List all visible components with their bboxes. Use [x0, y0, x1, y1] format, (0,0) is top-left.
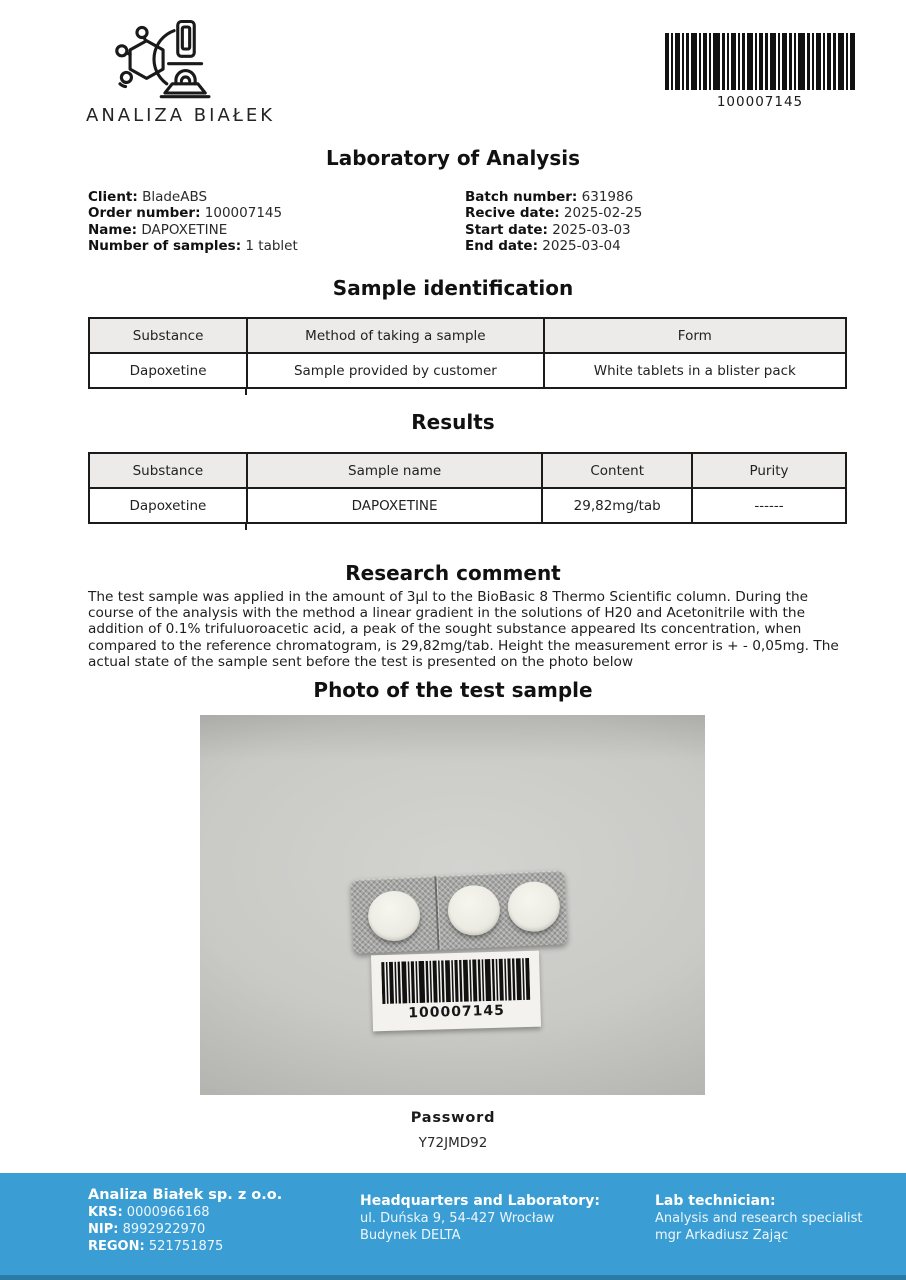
- results-heading: Results: [411, 410, 495, 434]
- technician-name: mgr Arkadiusz Zając: [655, 1228, 789, 1243]
- table-cell: DAPOXETINE: [246, 489, 542, 522]
- table-cell: White tablets in a blister pack: [543, 354, 845, 387]
- footer: [0, 1173, 906, 1280]
- headquarters-title: Headquarters and Laboratory:: [360, 1193, 600, 1209]
- label-number: 100007145: [408, 1002, 506, 1022]
- password-label: Password: [410, 1110, 496, 1126]
- info-row: Number of samples: 1 tablet: [88, 238, 298, 255]
- sample-photo: [200, 715, 705, 1095]
- company-name: Analiza Białek sp. z o.o.: [88, 1187, 283, 1203]
- info-row: Order number: 100007145: [88, 205, 283, 222]
- footer-bottom-strip: [0, 1275, 906, 1280]
- photo-heading: Photo of the test sample: [313, 678, 593, 702]
- table-cell: ------: [691, 489, 845, 522]
- table-header-row: [90, 454, 845, 489]
- results-table: [88, 452, 847, 524]
- research-comment-text: The test sample was applied in the amount of 3µl to the BioBasic 8 Thermo Scientific column. During the course of the analysis with the method a linear gradient in the solutions of H20 and Acetonitrile with the addition of 0.1% trifuluoroacetic acid, a peak of the sought substance appeared Its concentration, when compared to the reference chromatogram, is 29,82mg/tab. Height the measurement error is + - 0,05mg. The actual state of the sample sent before the test is presented on the photo below: [88, 589, 839, 670]
- research-comment-heading: Research comment: [345, 561, 561, 585]
- blister-seam: [434, 876, 439, 950]
- info-row: Start date: 2025-03-03: [465, 221, 631, 238]
- column-header: Purity: [691, 454, 845, 487]
- sample-id-heading: Sample identification: [332, 276, 574, 300]
- headquarters-info: [360, 1193, 600, 1244]
- technician-role: Analysis and research specialist: [655, 1211, 863, 1226]
- divider-tick: [245, 524, 247, 530]
- company-nip: NIP: 8992922970: [88, 1222, 206, 1237]
- batch-info: [465, 189, 642, 255]
- column-header: Method of taking a sample: [246, 319, 542, 352]
- info-row: Name: DAPOXETINE: [88, 221, 228, 238]
- info-row: Client: BladeABS: [88, 189, 208, 205]
- page-title: Laboratory of Analysis: [326, 146, 580, 170]
- tablet: [367, 890, 421, 942]
- table-cell: Sample provided by customer: [246, 354, 542, 387]
- sample-id-table: [88, 317, 847, 389]
- column-header: Sample name: [246, 454, 542, 487]
- table-row: [90, 354, 845, 387]
- logo-text: ANALIZA BIAŁEK: [86, 105, 276, 126]
- order-barcode: [665, 33, 855, 110]
- blister-pack: [350, 870, 567, 954]
- logo-microscope-icon: [104, 16, 224, 104]
- column-header: Content: [541, 454, 691, 487]
- company-regon: REGON: 521751875: [88, 1239, 224, 1254]
- barcode-icon: [665, 33, 855, 90]
- divider-tick: [245, 389, 247, 395]
- company-krs: KRS: 0000966168: [88, 1205, 210, 1220]
- client-info: [88, 189, 298, 255]
- info-row: Recive date: 2025-02-25: [465, 205, 643, 222]
- password-value: Y72JMD92: [418, 1135, 488, 1151]
- column-header: Form: [543, 319, 845, 352]
- label-barcode-icon: [381, 958, 530, 1004]
- column-header: Substance: [132, 462, 204, 479]
- table-cell: Dapoxetine: [129, 362, 207, 379]
- table-cell: Dapoxetine: [129, 497, 207, 514]
- tablet: [507, 880, 561, 932]
- tablet: [447, 884, 501, 936]
- lab-logo: [86, 16, 276, 126]
- barcode-label: [371, 951, 541, 1032]
- table-header-row: [90, 319, 845, 354]
- technician-title: Lab technician:: [655, 1193, 776, 1209]
- headquarters-address: ul. Duńska 9, 54-427 Wrocław: [360, 1211, 555, 1226]
- info-row: End date: 2025-03-04: [465, 238, 621, 255]
- company-info: [88, 1187, 282, 1255]
- headquarters-building: Budynek DELTA: [360, 1228, 461, 1243]
- info-row: Batch number: 631986: [465, 189, 634, 205]
- column-header: Substance: [132, 327, 204, 344]
- barcode-number: 100007145: [716, 94, 804, 110]
- table-row: [90, 489, 845, 522]
- technician-info: [655, 1193, 863, 1244]
- table-cell: 29,82mg/tab: [541, 489, 691, 522]
